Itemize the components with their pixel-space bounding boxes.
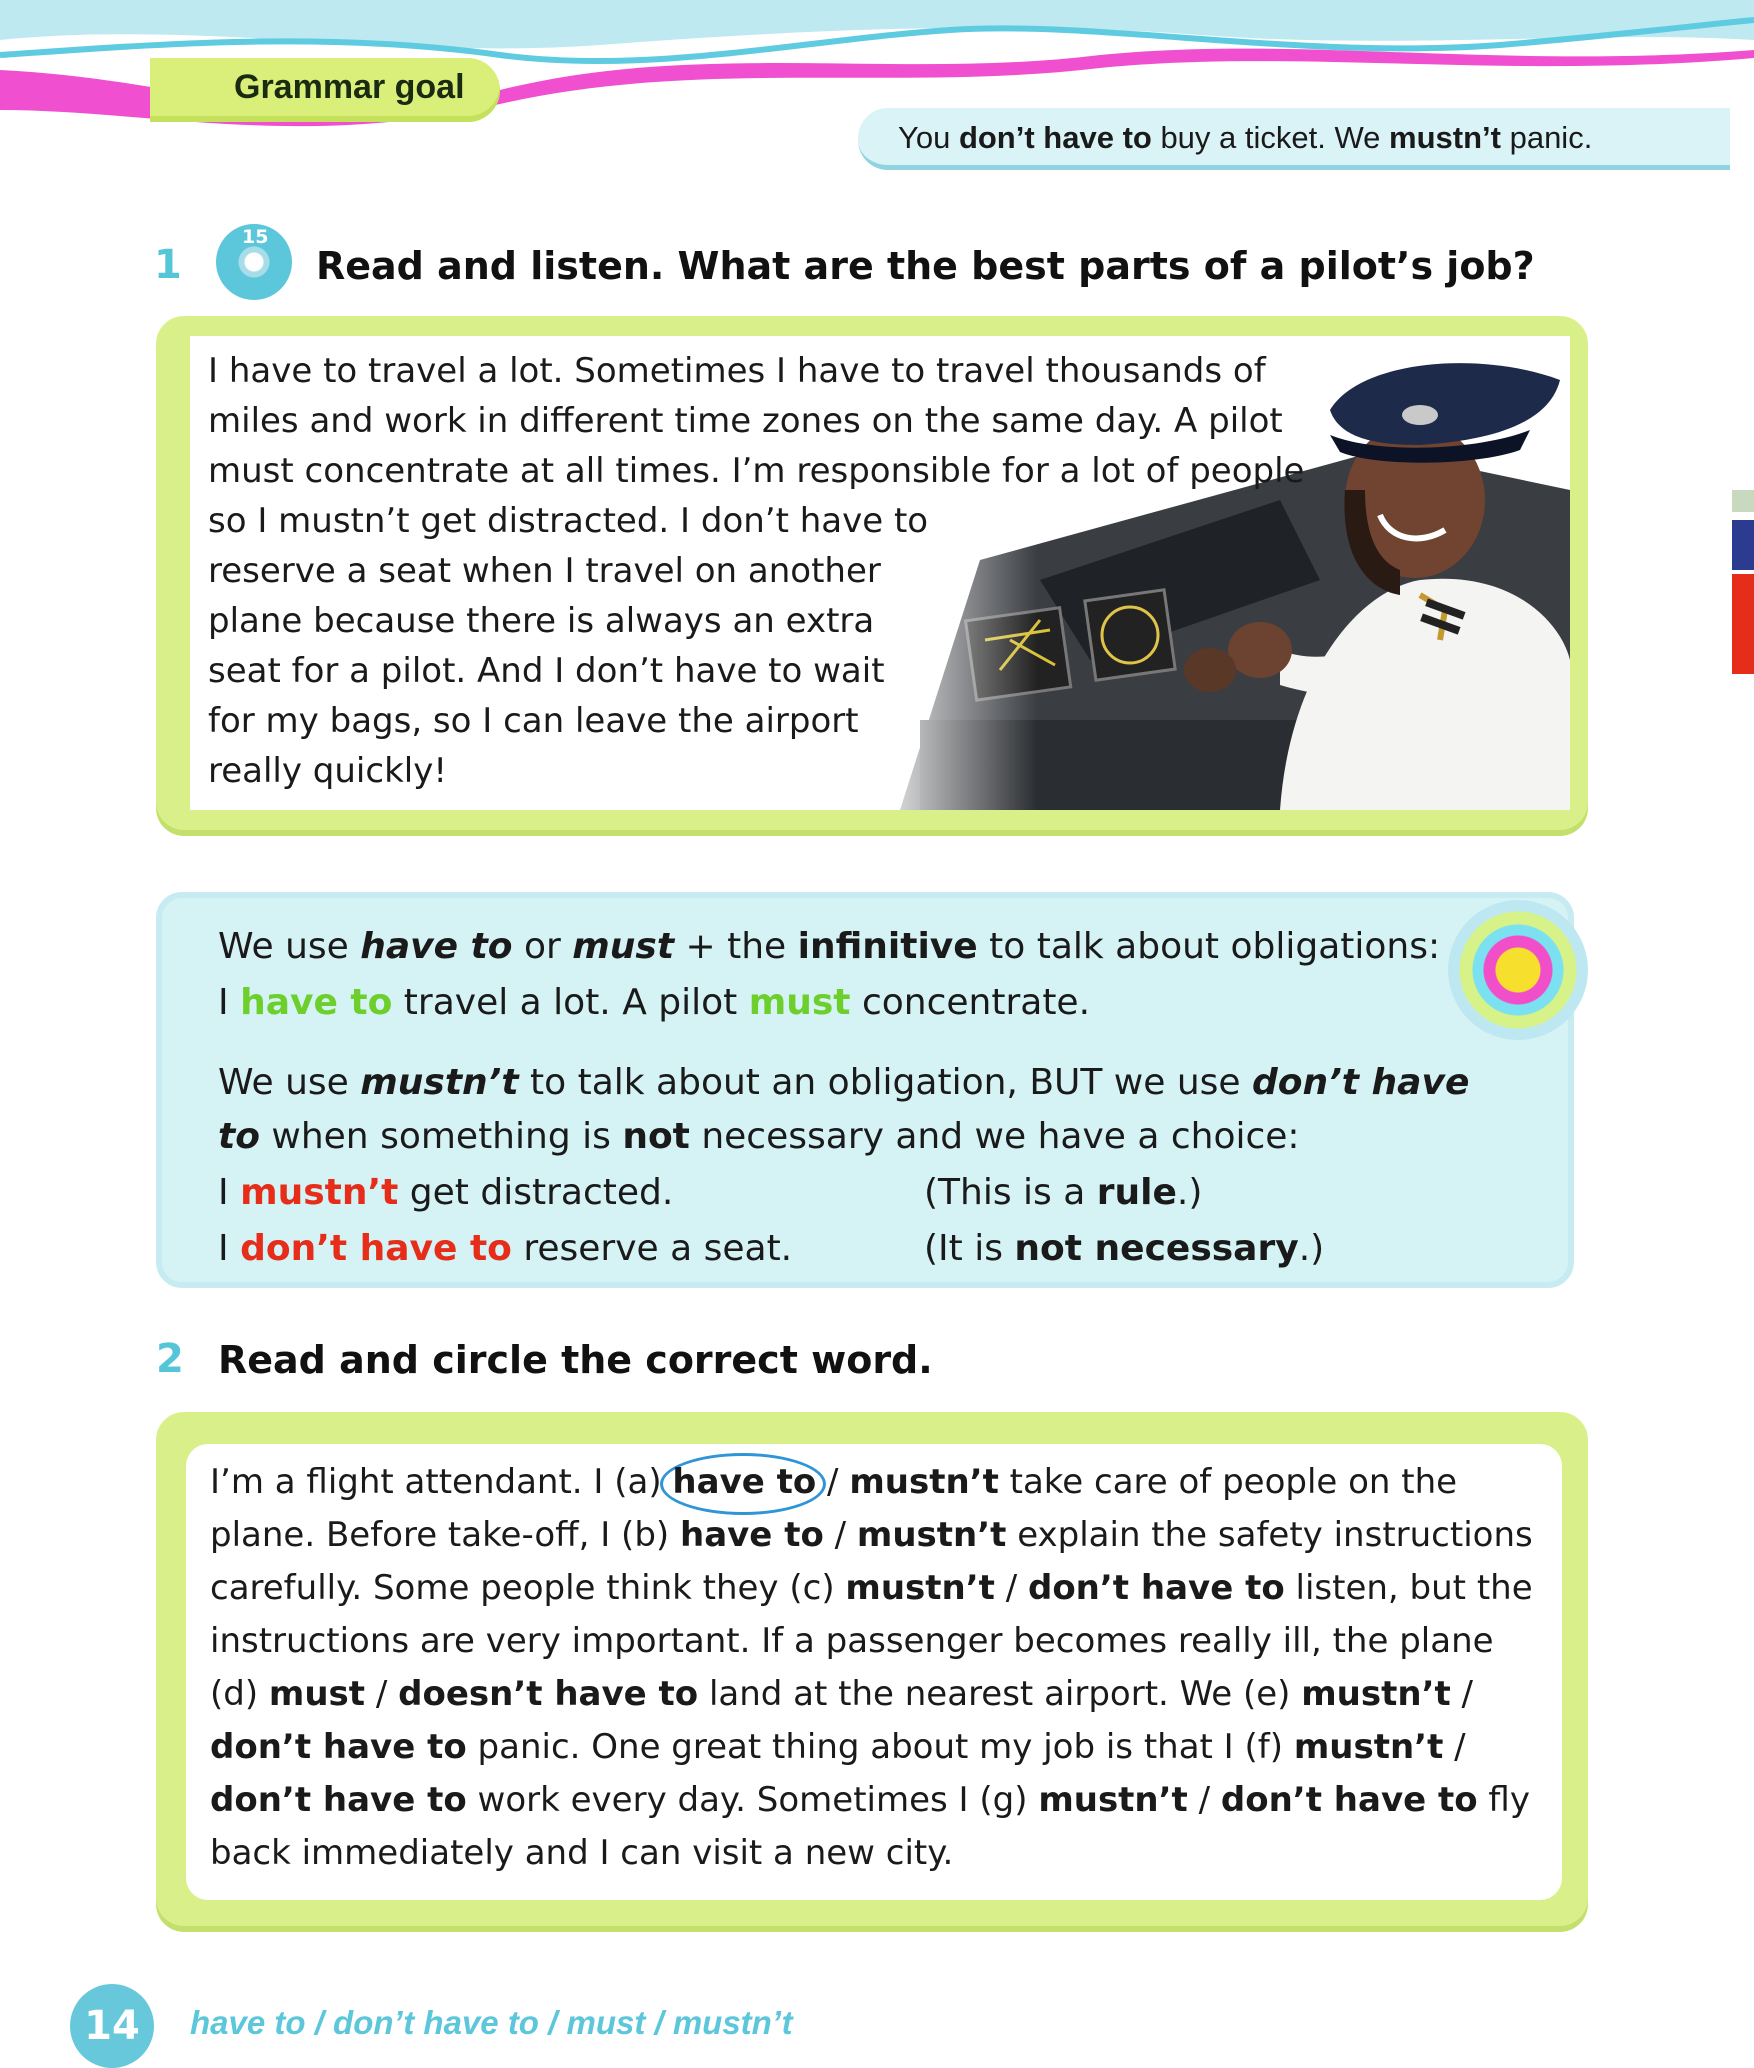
- grammar-line-4: [218, 1116, 1300, 1157]
- g-text: reserve a seat.: [511, 1228, 793, 1269]
- g-bold: must: [572, 926, 675, 967]
- g-text: + the: [674, 926, 798, 967]
- g-text: (It is: [924, 1228, 1015, 1269]
- footer-topic: have to / don’t have to / must / mustn’t: [190, 2004, 793, 2041]
- t: back immediately and I can visit a new city.: [210, 1833, 954, 1873]
- t: /: [365, 1674, 399, 1714]
- reading-line: reserve a seat when I travel on another: [208, 551, 881, 591]
- option[interactable]: don’t have to: [210, 1727, 467, 1767]
- t: /: [1187, 1780, 1221, 1820]
- g-text: (This is a: [924, 1172, 1097, 1213]
- grammar-line-6: [218, 1228, 792, 1269]
- t: plane. Before take-off, I (b): [210, 1515, 680, 1555]
- g-red: mustn’t: [240, 1172, 399, 1213]
- reading-line: plane because there is always an extra: [208, 601, 875, 641]
- g-bold: have to: [360, 926, 513, 967]
- grammar-goal-tag: [150, 58, 500, 122]
- ex2-line: [210, 1509, 1533, 1562]
- option[interactable]: don’t have to: [1220, 1780, 1478, 1820]
- option[interactable]: have to: [672, 1462, 817, 1502]
- grammar-line-2: [218, 982, 1090, 1023]
- option[interactable]: don’t have to: [1027, 1568, 1285, 1608]
- grammar-goal-label: Grammar goal: [234, 68, 465, 106]
- g-text: .): [1298, 1228, 1325, 1269]
- g-bold: infinitive: [797, 926, 978, 967]
- g-text: to talk about an obligation, BUT we use: [518, 1062, 1252, 1103]
- g-text: We use: [218, 926, 361, 967]
- ex2-line: [210, 1668, 1533, 1721]
- t: /: [1450, 1674, 1474, 1714]
- reading-line: must concentrate at all times. I’m responsible for a lot of people: [208, 451, 1305, 491]
- g-text: travel a lot. A pilot: [392, 982, 749, 1023]
- grammar-line-1: [218, 926, 1440, 967]
- exercise-2-text: [210, 1456, 1533, 1880]
- t: work every day. Sometimes I (g): [466, 1780, 1039, 1820]
- g-green: must: [748, 982, 851, 1023]
- grammar-line-3: [218, 1062, 1469, 1103]
- t: carefully. Some people think they (c): [210, 1568, 846, 1608]
- audio-cd-icon[interactable]: [216, 224, 292, 300]
- goal-text: buy a ticket. We: [1151, 120, 1390, 155]
- t: listen, but the: [1284, 1568, 1533, 1608]
- reading-line: seat for a pilot. And I don’t have to wait: [208, 651, 885, 691]
- g-green: have to: [240, 982, 393, 1023]
- g-text: I: [218, 982, 241, 1023]
- ex2-line: [210, 1456, 1533, 1509]
- reading-text: [208, 346, 1304, 796]
- t: /: [816, 1462, 850, 1502]
- page-number: 14: [70, 1984, 154, 2068]
- t: I’m a flight attendant. I (a): [210, 1462, 673, 1502]
- grammar-line-5: [218, 1172, 673, 1213]
- ex2-line: [210, 1615, 1533, 1668]
- ex2-line: [210, 1721, 1533, 1774]
- option[interactable]: mustn’t: [849, 1462, 999, 1502]
- option[interactable]: mustn’t: [1293, 1727, 1444, 1767]
- option[interactable]: don’t have to: [210, 1780, 467, 1820]
- g-bold: to: [218, 1116, 260, 1157]
- g-bold: mustn’t: [360, 1062, 519, 1103]
- option[interactable]: mustn’t: [845, 1568, 995, 1608]
- t: land at the nearest airport. We (e): [698, 1674, 1302, 1714]
- g-text: get distracted.: [398, 1172, 674, 1213]
- goal-text-bold: mustn’t: [1389, 120, 1501, 155]
- grammar-note-rule: [924, 1172, 1202, 1213]
- g-text: when something is: [259, 1116, 623, 1157]
- t: /: [994, 1568, 1028, 1608]
- t: panic. One great thing about my job is that I (f): [466, 1727, 1294, 1767]
- g-bold: rule: [1096, 1172, 1177, 1213]
- g-bold: not necessary: [1014, 1228, 1299, 1269]
- t: instructions are very important. If a passenger becomes really ill, the plane: [210, 1621, 1494, 1661]
- exercise-2-number: 2: [156, 1336, 184, 1382]
- t: /: [823, 1515, 857, 1555]
- g-text: to talk about obligations:: [977, 926, 1441, 967]
- g-text: or: [512, 926, 573, 967]
- t: fly: [1477, 1780, 1530, 1820]
- ex2-line: [210, 1774, 1533, 1827]
- g-bold: not: [622, 1116, 690, 1157]
- t: (d): [210, 1674, 269, 1714]
- reading-line: I have to travel a lot. Sometimes I have to travel thousands of: [208, 351, 1266, 391]
- audio-track-number: 15: [242, 226, 269, 248]
- exercise-1-title: Read and listen. What are the best parts of a pilot’s job?: [316, 244, 1535, 288]
- g-text: concentrate.: [850, 982, 1091, 1023]
- option[interactable]: doesn’t have to: [398, 1674, 699, 1714]
- reading-line: so I mustn’t get distracted. I don’t have to: [208, 501, 929, 541]
- goal-text: You: [898, 120, 959, 155]
- g-text: I: [218, 1228, 241, 1269]
- target-icon: [1448, 900, 1588, 1040]
- option[interactable]: must: [268, 1674, 366, 1714]
- option[interactable]: have to: [679, 1515, 824, 1555]
- reading-line: really quickly!: [208, 751, 447, 791]
- grammar-goal-sentence: [858, 108, 1730, 170]
- g-bold: don’t have: [1252, 1062, 1470, 1103]
- ex2-line: [210, 1562, 1533, 1615]
- goal-text: panic.: [1500, 120, 1593, 155]
- g-text: I: [218, 1172, 241, 1213]
- g-text: necessary and we have a choice:: [689, 1116, 1300, 1157]
- t: take care of people on the: [998, 1462, 1458, 1502]
- option[interactable]: mustn’t: [1301, 1674, 1451, 1714]
- goal-text-bold: don’t have to: [958, 120, 1152, 155]
- reading-line: miles and work in different time zones on the same day. A pilot: [208, 401, 1283, 441]
- g-text: .): [1176, 1172, 1203, 1213]
- grammar-note-not-necessary: [924, 1228, 1324, 1269]
- reading-line: for my bags, so I can leave the airport: [208, 701, 859, 741]
- t: explain the safety instructions: [1006, 1515, 1533, 1555]
- ex2-line: [210, 1827, 1533, 1880]
- exercise-1-number: 1: [154, 242, 182, 288]
- exercise-2-title: Read and circle the correct word.: [218, 1338, 933, 1382]
- option[interactable]: mustn’t: [1038, 1780, 1188, 1820]
- g-text: We use: [218, 1062, 361, 1103]
- g-red: don’t have to: [240, 1228, 512, 1269]
- t: /: [1443, 1727, 1466, 1767]
- option[interactable]: mustn’t: [856, 1515, 1007, 1555]
